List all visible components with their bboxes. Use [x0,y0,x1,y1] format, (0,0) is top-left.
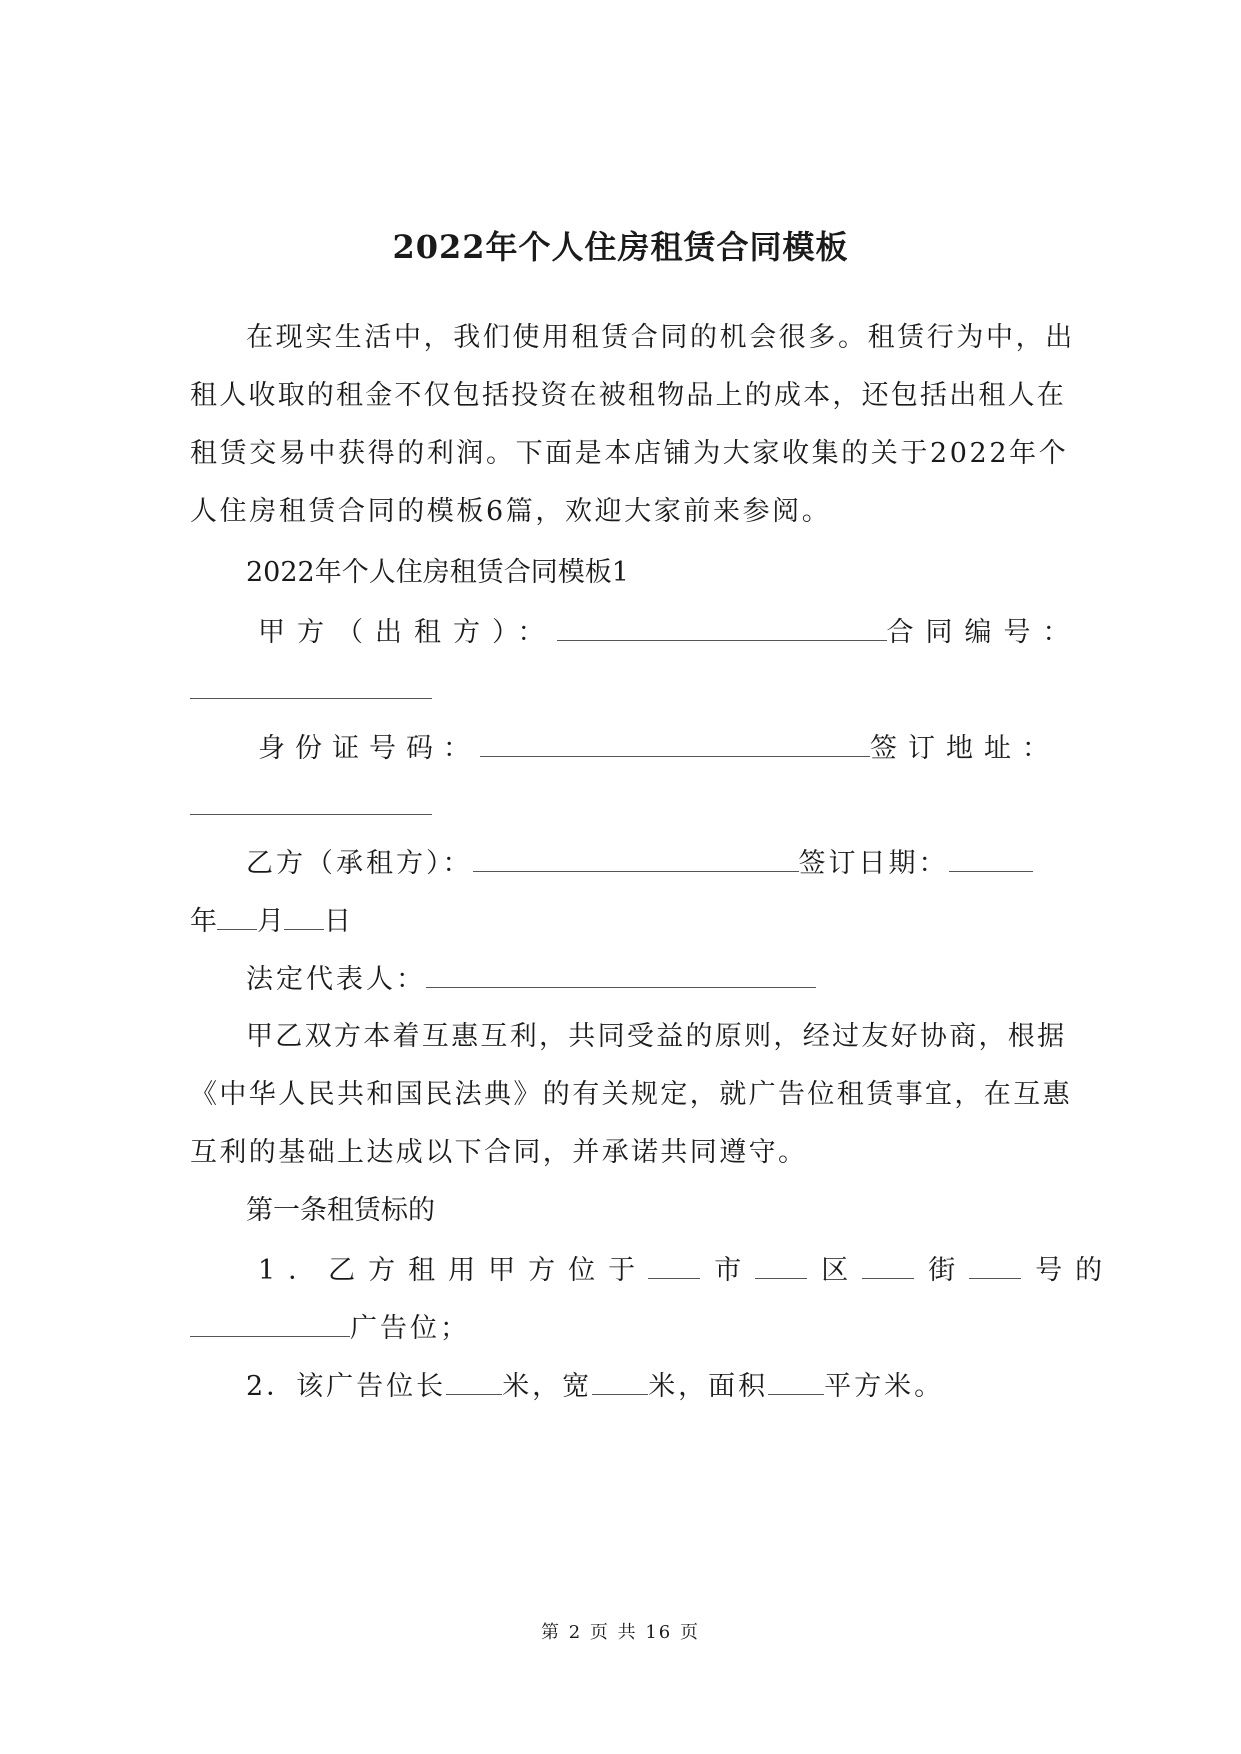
number-blank[interactable] [969,1250,1021,1279]
sign-place-label: 签订地址： [870,733,1060,764]
item2-prefix: 2．该广告位长 [246,1371,447,1402]
street-label: 街 [928,1255,956,1286]
party-a-row [258,612,1082,653]
year-label: 年 [190,906,217,937]
intro-line-3: 租赁交易中获得的利润。下面是本店铺为大家收集的关于2022年个 [190,438,1069,469]
party-b-row [246,843,1052,884]
intro-line-1 [246,318,1075,358]
section-subtitle: 2022年个人住房租赁合同模板1 [246,557,629,588]
item1-suffix: 广告位； [350,1313,470,1344]
sign-date-row [190,901,1052,942]
party-a-label: 甲方（出租方）： [258,617,557,648]
month-blank[interactable] [217,901,257,930]
id-row [258,728,1060,769]
page-footer: 第 2 页 共 16 页 [541,1622,700,1643]
number-label: 号的 [1035,1255,1116,1286]
para2-line-3: 互利的基础上达成以下合同，并承诺共同遵守。 [190,1137,808,1168]
district-label: 区 [821,1255,849,1286]
length-blank[interactable] [446,1366,502,1395]
article1-heading: 第一条租赁标的 [246,1195,435,1226]
sign-date-year-blank[interactable] [949,843,1033,872]
city-label: 市 [714,1255,742,1286]
para2-line-2: 《中华人民共和国民法典》的有关规定，就广告位租赁事宜，在互惠 [190,1079,1072,1110]
sqm-label: 平方米。 [824,1371,945,1402]
street-blank[interactable] [862,1250,914,1279]
legal-rep-label: 法定代表人： [246,964,426,995]
day-label: 日 [324,906,351,937]
para2-line-1: 甲乙双方本着互惠互利，共同受益的原则，经过友好协商，根据 [246,1021,1067,1052]
intro-line-4: 人住房租赁合同的模板6篇，欢迎大家前来参阅。 [190,496,832,527]
sign-place-row [190,786,1052,827]
area-blank[interactable] [768,1366,824,1395]
city-blank[interactable] [648,1250,700,1279]
legal-rep-blank[interactable] [426,959,816,988]
party-b-label: 乙方（承租方）： [246,848,473,879]
day-blank[interactable] [284,901,324,930]
legal-rep-row [246,959,1108,1000]
contract-no-blank[interactable] [190,670,432,699]
district-blank[interactable] [755,1250,807,1279]
party-a-blank[interactable] [557,612,887,641]
intro-line-2: 租人收取的租金不仅包括投资在被租物品上的成本，还包括出租人在 [190,380,1066,411]
id-no-blank[interactable] [480,728,870,757]
document-title: 2022年个人住房租赁合同模板 [392,228,849,266]
sign-date-label: 签订日期： [798,848,949,879]
intro-text-1: 在现实生活中，我们使用租赁合同的机会很多。租赁行为中，出 [246,322,1075,353]
contract-no-label: 合同编号： [886,617,1082,648]
width-label: 米，宽 [502,1371,593,1402]
sign-place-blank[interactable] [190,786,432,815]
article1-item1-cont [190,1308,1052,1349]
contract-no-row [190,670,1052,711]
id-no-label: 身份证号码： [258,733,480,764]
ad-spot-blank[interactable] [190,1308,350,1337]
article1-item1 [258,1250,1116,1291]
area-label: 米，面积 [648,1371,769,1402]
item1-prefix: 1．乙方租用甲方位于 [258,1255,649,1286]
party-b-blank[interactable] [473,843,799,872]
month-label: 月 [257,906,284,937]
width-blank[interactable] [592,1366,648,1395]
article1-item2 [246,1366,1108,1407]
